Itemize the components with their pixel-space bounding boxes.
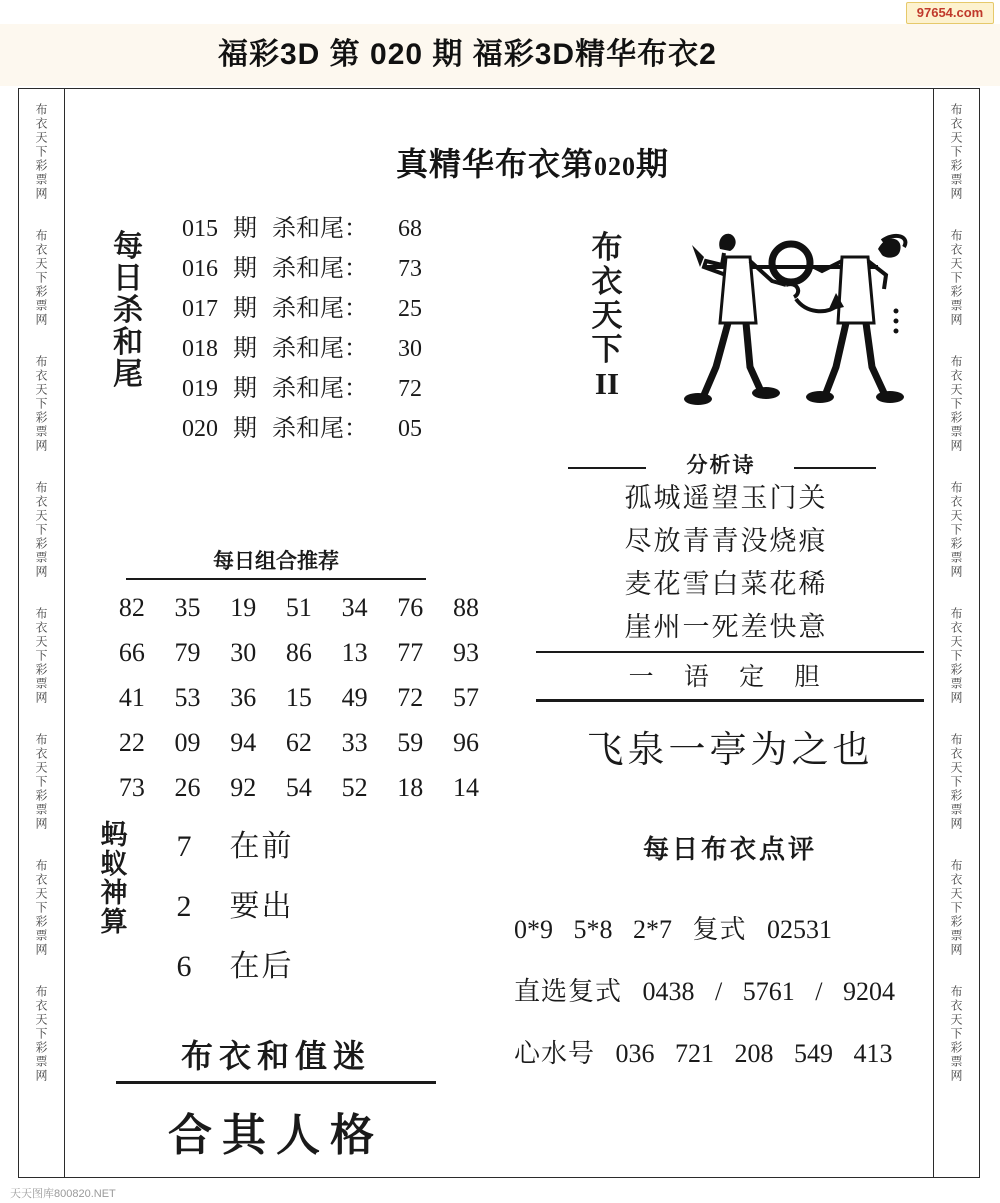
watermark-text: 布衣天下彩票网 [949, 985, 963, 1083]
review-pair-c: 2*7 [633, 915, 672, 944]
review-value: 721 [675, 1039, 715, 1068]
issue-number: 020 [182, 416, 218, 442]
kill-tail-label: 杀和尾： [272, 256, 368, 282]
issue-number: 017 [182, 296, 218, 322]
watermark-text: 布衣天下彩票网 [34, 103, 48, 201]
watermark-text: 布衣天下彩票网 [34, 355, 48, 453]
combo-cell: 94 [230, 727, 257, 757]
combo-cell: 13 [341, 637, 368, 667]
watermark-text: 布衣天下彩票网 [949, 607, 963, 705]
review-value: 9204 [842, 977, 895, 1006]
combo-cell: 14 [452, 772, 479, 802]
review-value: 413 [853, 1039, 893, 1068]
poem-section-title: 分析诗 [686, 453, 756, 477]
watermark-text: 布衣天下彩票网 [949, 103, 963, 201]
page-title: 福彩3D 第 020 期 福彩3D精华布衣2 [218, 38, 717, 71]
sheet-content [66, 89, 934, 1177]
combo-cell: 93 [452, 637, 479, 667]
list-item [162, 817, 422, 877]
combo-cell: 54 [285, 772, 312, 802]
table-row [162, 329, 472, 369]
sheet-heading-prefix: 真精华布衣第 [396, 146, 595, 182]
lottery-sheet [18, 88, 980, 1178]
kill-tail-label: 杀和尾： [272, 376, 368, 402]
brand-roman-numeral: II [594, 366, 620, 402]
kill-tail-label: 杀和尾： [272, 216, 368, 242]
list-item [162, 877, 422, 937]
table-row [162, 369, 472, 409]
watermark-text: 布衣天下彩票网 [949, 229, 963, 327]
combo-cell: 33 [341, 727, 368, 757]
ant-oracle-list [162, 817, 422, 997]
issue-number: 018 [182, 336, 218, 362]
combo-cell: 18 [397, 772, 424, 802]
illustration [646, 227, 936, 427]
combo-section-title: 每日组合推荐 [126, 545, 426, 580]
watermark-text: 布衣天下彩票网 [949, 859, 963, 957]
combo-cell: 19 [230, 592, 257, 622]
combo-number-grid [104, 585, 494, 810]
combo-cell: 92 [230, 772, 257, 802]
list-item [162, 937, 422, 997]
kill-tail-value: 68 [398, 216, 422, 242]
watermark-text: 布衣天下彩票网 [949, 355, 963, 453]
issue-number: 015 [182, 216, 218, 242]
sheet-heading [396, 139, 669, 185]
combo-cell: 77 [397, 637, 424, 667]
review-value: 549 [794, 1039, 834, 1068]
kill-tail-value: 30 [398, 336, 422, 362]
combo-cell: 57 [452, 682, 479, 712]
poem-line: 麦花雪白菜花稀 [624, 569, 828, 599]
ant-number: 7 [176, 830, 192, 863]
combo-cell: 36 [230, 682, 257, 712]
issue-number: 016 [182, 256, 218, 282]
review-value: 5761 [742, 977, 795, 1006]
combo-cell: 88 [452, 592, 479, 622]
review-value: 036 [615, 1039, 655, 1068]
watermark-text: 布衣天下彩票网 [34, 733, 48, 831]
ant-text: 要出 [229, 890, 294, 923]
bottom-watermark: 天天图库800820.NET [10, 1188, 116, 1200]
review-value: 02531 [767, 915, 833, 944]
combo-cell: 79 [174, 637, 201, 667]
combo-cell: 59 [397, 727, 424, 757]
combo-cell: 76 [397, 592, 424, 622]
brand-label-text: 布衣天下 [591, 230, 623, 368]
watermark-text: 布衣天下彩票网 [34, 985, 48, 1083]
table-row [104, 630, 494, 675]
kill-tail-value: 72 [398, 376, 422, 402]
issue-unit: 期 [233, 216, 257, 242]
combo-cell: 96 [452, 727, 479, 757]
ant-number: 6 [176, 950, 192, 983]
issue-unit: 期 [233, 416, 257, 442]
kill-tail-label: 杀和尾： [272, 416, 368, 442]
kill-tail-list [162, 209, 472, 449]
combo-cell: 09 [174, 727, 201, 757]
sheet-heading-suffix: 期 [636, 146, 670, 182]
combo-cell: 62 [285, 727, 312, 757]
review-row [514, 1033, 934, 1070]
combo-cell: 26 [174, 772, 201, 802]
kill-tail-value: 05 [398, 416, 422, 442]
kill-tail-value: 73 [398, 256, 422, 282]
combo-cell: 51 [285, 592, 312, 622]
ant-text: 在后 [229, 950, 294, 983]
hezhi-riddle-value: 合其人格 [168, 1111, 384, 1160]
issue-unit: 期 [233, 256, 257, 282]
table-row [162, 289, 472, 329]
watermark-text: 布衣天下彩票网 [34, 481, 48, 579]
left-watermark-strip [19, 89, 65, 1177]
one-word-value: 飞泉一亭为之也 [586, 730, 874, 771]
watermark-text: 布衣天下彩票网 [34, 229, 48, 327]
poem-lines [526, 477, 926, 649]
watermark-badge: 97654.com [906, 2, 994, 24]
combo-cell: 22 [118, 727, 145, 757]
combo-cell: 53 [174, 682, 201, 712]
kill-tail-label: 杀和尾： [272, 296, 368, 322]
brand-label [584, 231, 630, 401]
review-row [514, 971, 934, 1008]
combo-cell: 30 [230, 637, 257, 667]
review-value: 0438 [642, 977, 695, 1006]
combo-cell: 72 [397, 682, 424, 712]
title-bar [0, 24, 1000, 86]
poem-line: 崖州一死差快意 [624, 612, 828, 642]
review-label: 心水号 [514, 1039, 596, 1068]
review-separator: / [715, 977, 723, 1006]
table-row [162, 409, 472, 449]
table-row [104, 585, 494, 630]
combo-cell: 82 [118, 592, 145, 622]
issue-number: 019 [182, 376, 218, 402]
combo-cell: 35 [174, 592, 201, 622]
issue-unit: 期 [233, 296, 257, 322]
table-row [104, 675, 494, 720]
watermark-text: 布衣天下彩票网 [949, 481, 963, 579]
sheet-heading-issue: 020 [594, 152, 637, 181]
review-label: 直选复式 [514, 977, 623, 1006]
review-label: 复式 [692, 915, 747, 944]
ant-oracle-label: 蚂蚁神算 [100, 820, 128, 938]
watermark-text: 布衣天下彩票网 [34, 859, 48, 957]
one-word-title: 一 语 定 胆 [536, 651, 924, 702]
combo-cell: 66 [118, 637, 145, 667]
table-row [104, 765, 494, 810]
right-watermark-strip [933, 89, 979, 1177]
combo-cell: 52 [341, 772, 368, 802]
watermark-text: 布衣天下彩票网 [949, 733, 963, 831]
table-row [162, 209, 472, 249]
combo-cell: 15 [285, 682, 312, 712]
hezhi-riddle-title: 布衣和值迷 [116, 1031, 436, 1084]
combo-cell: 86 [285, 637, 312, 667]
ant-text: 在前 [229, 830, 294, 863]
kill-tail-value: 25 [398, 296, 422, 322]
kill-tail-label: 杀和尾： [272, 336, 368, 362]
review-separator: / [815, 977, 823, 1006]
poem-line: 尽放青青没烧痕 [624, 526, 828, 556]
review-value: 208 [734, 1039, 774, 1068]
combo-cell: 49 [341, 682, 368, 712]
review-pair-b: 5*8 [573, 915, 613, 944]
table-row [104, 720, 494, 765]
review-row [514, 909, 934, 946]
issue-unit: 期 [233, 336, 257, 362]
combo-cell: 41 [118, 682, 145, 712]
combo-cell: 73 [118, 772, 145, 802]
combo-cell: 34 [341, 592, 368, 622]
ant-number: 2 [176, 890, 192, 923]
review-pair-a: 0*9 [514, 915, 553, 944]
two-figures-illustration [646, 227, 936, 427]
watermark-text: 布衣天下彩票网 [34, 607, 48, 705]
poem-line: 孤城遥望玉门关 [624, 483, 828, 513]
issue-unit: 期 [233, 376, 257, 402]
table-row [162, 249, 472, 289]
daily-kill-label: 每日杀和尾 [113, 230, 143, 392]
daily-review-title: 每日布衣点评 [642, 835, 817, 864]
